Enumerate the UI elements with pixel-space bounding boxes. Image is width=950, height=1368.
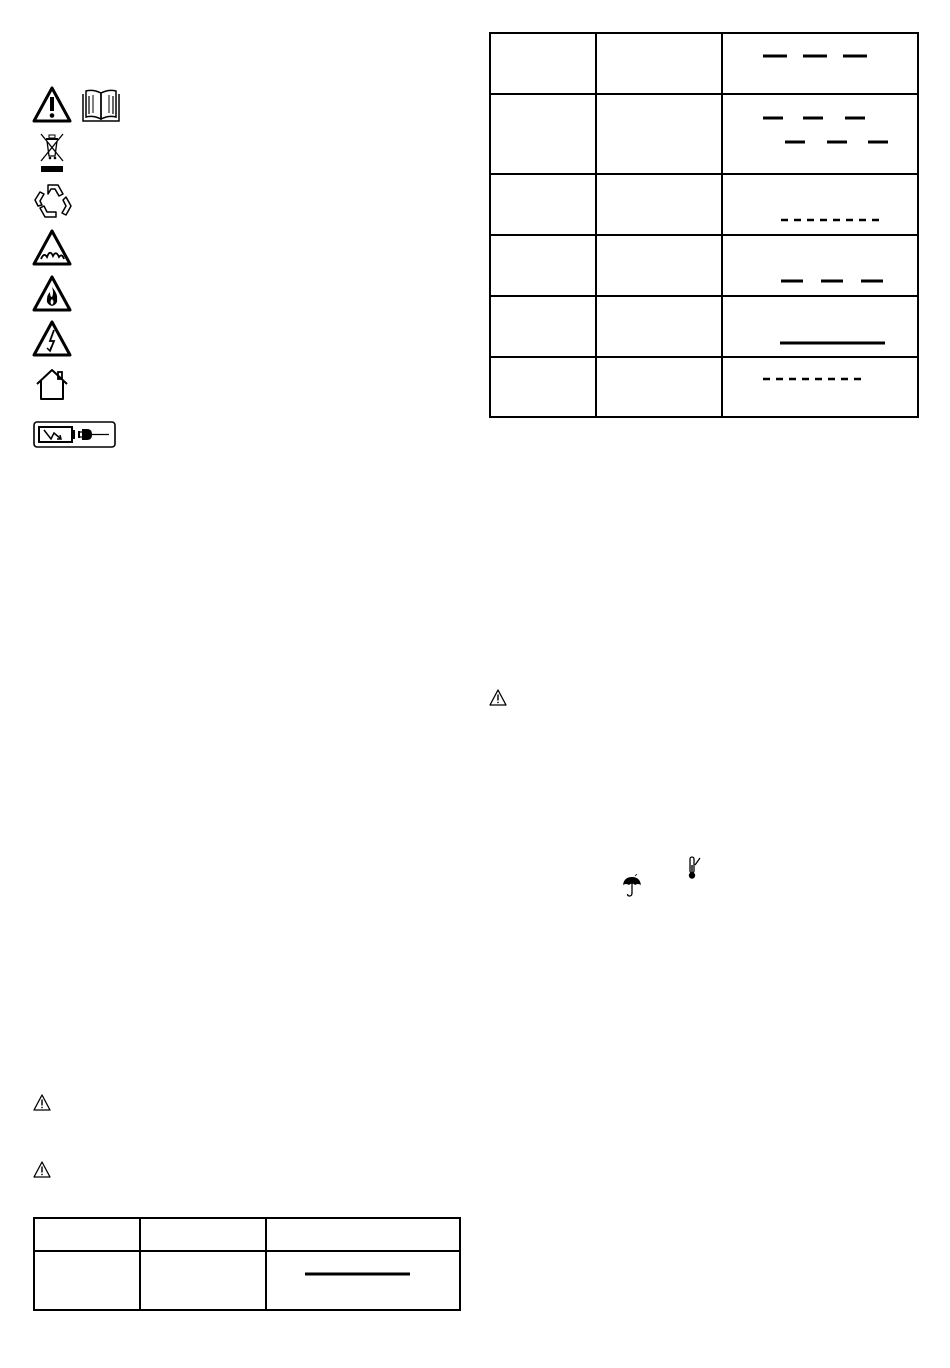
- line-style-table-right: [489, 32, 919, 418]
- fire-warning-icon: [32, 275, 72, 313]
- small-warning-icon: [489, 689, 507, 706]
- indoor-use-house-icon: [34, 367, 70, 403]
- table-cell: [34, 1218, 140, 1251]
- battery-charger-icon: [33, 421, 117, 449]
- electric-warning-icon: [32, 320, 72, 358]
- line-sample-short-dash: [722, 357, 918, 417]
- line-sample-solid: [266, 1251, 460, 1310]
- table-cell: [490, 94, 596, 174]
- table-cell: [490, 357, 596, 417]
- line-style-table-left: [33, 1217, 461, 1311]
- recycle-icon: [32, 180, 74, 220]
- table-row: [34, 1251, 460, 1310]
- manual-book-icon: [80, 88, 122, 124]
- table-cell: [34, 1251, 140, 1310]
- line-sample-medium-dash: [722, 235, 918, 296]
- table-cell: [596, 357, 722, 417]
- table-cell: [596, 235, 722, 296]
- table-row: [490, 94, 918, 174]
- table-row: [490, 357, 918, 417]
- table-cell: [490, 235, 596, 296]
- table-cell: [490, 174, 596, 235]
- table-cell: [266, 1218, 460, 1251]
- crossed-bin-weee-icon: [38, 131, 66, 175]
- small-warning-icon: [33, 1094, 51, 1111]
- small-warning-icon: [33, 1161, 51, 1178]
- table-row: [490, 235, 918, 296]
- table-row: [490, 33, 918, 94]
- table-cell: [596, 174, 722, 235]
- water-warning-icon: [32, 229, 72, 267]
- table-cell: [596, 94, 722, 174]
- table-row: [490, 296, 918, 357]
- line-sample-long-dash: [722, 33, 918, 94]
- table-row: [490, 174, 918, 235]
- table-cell: [490, 296, 596, 357]
- line-sample-double-long-dash: [722, 94, 918, 174]
- table-cell: [596, 33, 722, 94]
- table-cell: [140, 1218, 266, 1251]
- umbrella-icon: [621, 874, 643, 898]
- table-cell: [490, 33, 596, 94]
- thermometer-icon: [683, 855, 703, 881]
- line-sample-short-dash: [722, 174, 918, 235]
- warning-triangle-icon: [32, 86, 72, 124]
- table-row: [34, 1218, 460, 1251]
- table-cell: [140, 1251, 266, 1310]
- table-cell: [596, 296, 722, 357]
- line-sample-solid: [722, 296, 918, 357]
